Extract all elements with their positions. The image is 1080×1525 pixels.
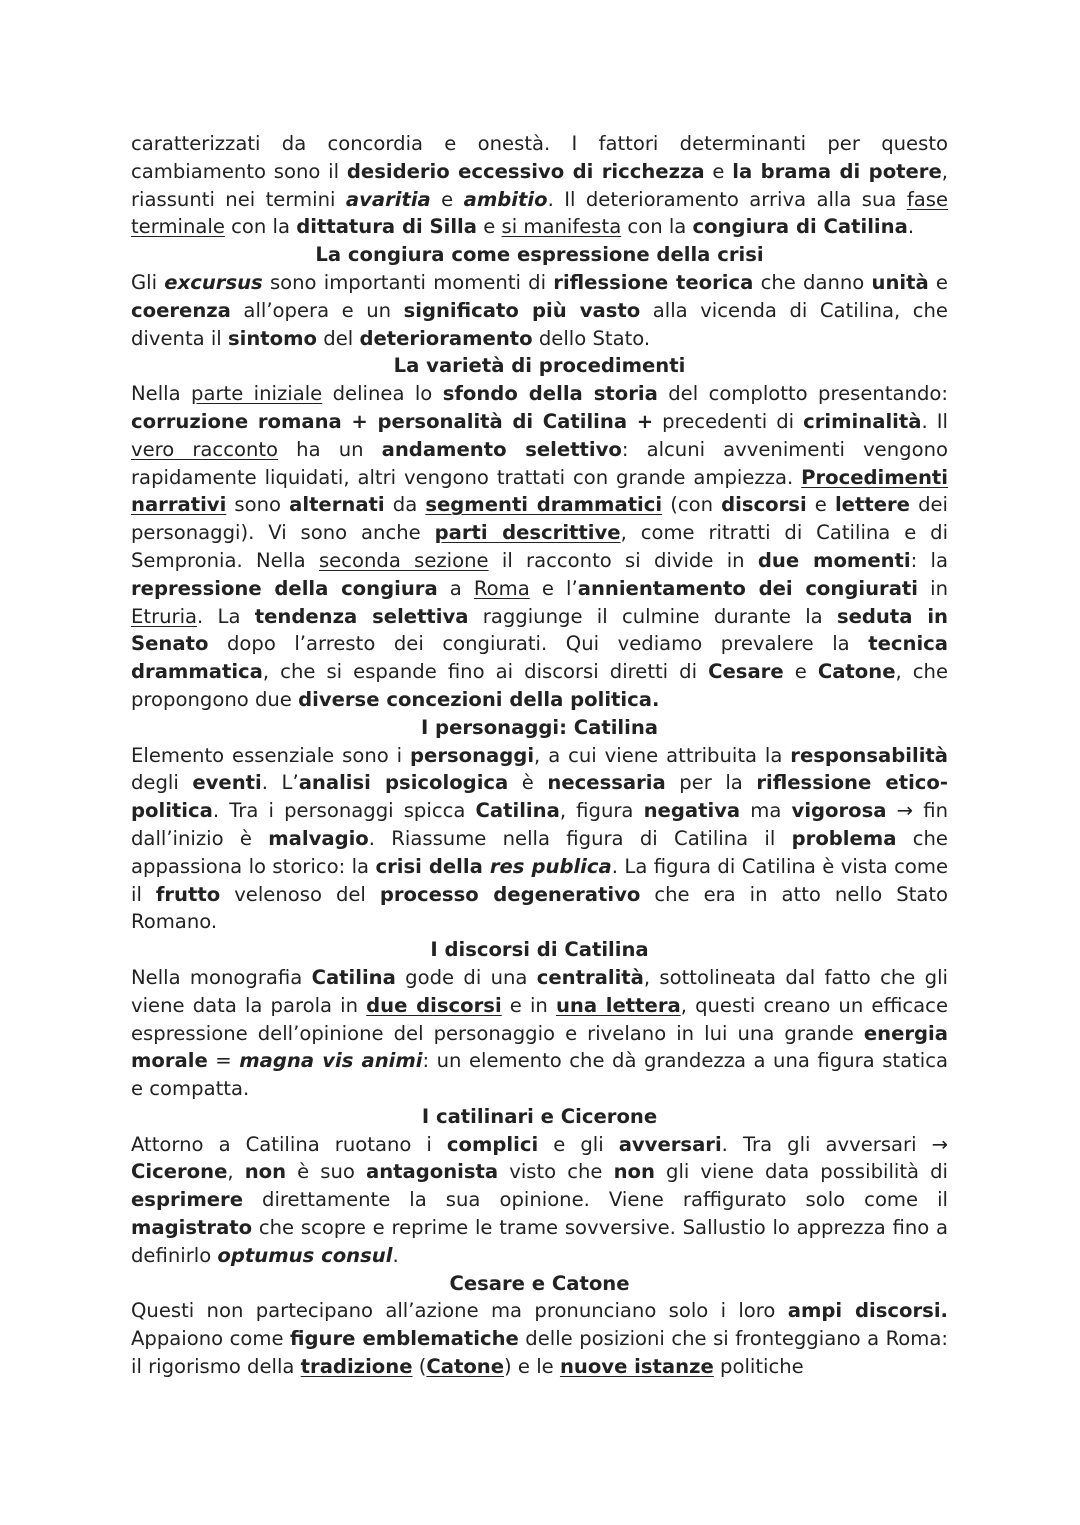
emphasized-text: personaggi: [410, 743, 535, 767]
text-run: alla vicenda di Catilina, che diventa il: [131, 298, 948, 350]
emphasized-text: centralità: [536, 965, 644, 989]
emphasized-text: vero racconto: [131, 437, 279, 461]
emphasized-text: eventi: [192, 771, 262, 795]
emphasized-text: sintomo: [227, 326, 318, 350]
heading-varieta-procedimenti: La varietà di procedimenti: [393, 354, 686, 378]
document-page: [131, 130, 948, 1381]
emphasized-text: parti descrittive: [434, 521, 621, 545]
text-run: che appassiona lo storico: la: [131, 826, 948, 878]
text-run: del: [317, 326, 360, 350]
text-run: che era in atto nello Stato Romano.: [131, 882, 948, 934]
text-run: gli viene data possibilità di: [654, 1160, 948, 1184]
text-run: Gli: [131, 270, 165, 294]
text-run: a: [437, 576, 474, 600]
emphasized-text: Catone: [426, 1355, 505, 1379]
heading-discorsi-catilina: I discorsi di Catilina: [430, 938, 649, 962]
emphasized-text: frutto: [155, 882, 221, 906]
emphasized-text: seduta in Senato: [131, 604, 948, 656]
heading-congiura-crisi: La congiura come espressione della crisi: [315, 243, 764, 267]
emphasized-text: malvagio: [268, 826, 369, 850]
emphasized-text: Etruria: [131, 604, 198, 628]
text-run: visto che: [498, 1160, 614, 1184]
emphasized-text: desiderio eccessivo di ricchezza: [346, 159, 705, 183]
text-run: il racconto si divide in: [488, 548, 758, 572]
text-run: . L’: [261, 771, 299, 795]
emphasized-text: Roma: [473, 576, 530, 600]
text-run: ha un: [278, 437, 382, 461]
emphasized-text: alternati: [289, 493, 385, 517]
text-run: .: [392, 1243, 399, 1267]
heading-personaggi-catilina: I personaggi: Catilina: [420, 715, 659, 739]
text-run: e gli: [538, 1132, 619, 1156]
text-run: , come ritratti di Catilina e di Sempronia. Nella: [131, 521, 949, 572]
text-run: , figura: [559, 799, 644, 823]
text-run: degli: [131, 771, 193, 795]
text-run: : la: [910, 548, 949, 572]
emphasized-text: Cicerone: [131, 1160, 228, 1184]
text-run: , che si espande fino ai discorsi diretti di: [262, 660, 709, 684]
emphasized-text: problema: [791, 826, 897, 850]
emphasized-text: diverse concezioni della politica.: [298, 687, 660, 711]
text-run: caratterizzati da concordia e onestà. I fattori determinanti per questo cambiamento sono il: [131, 132, 948, 183]
emphasized-text: lettere: [834, 493, 910, 517]
emphasized-text: figure emblematiche: [289, 1327, 519, 1351]
text-run: (con: [662, 493, 722, 517]
emphasized-text: tecnica drammatica: [131, 632, 948, 684]
emphasized-text: sfondo della storia: [442, 382, 658, 406]
heading-catilinari-cicerone: I catilinari e Cicerone: [421, 1104, 658, 1128]
emphasized-text: non: [244, 1160, 287, 1184]
text-run: politiche: [713, 1355, 804, 1379]
text-run: e: [430, 187, 464, 211]
emphasized-text: tradizione: [300, 1355, 413, 1379]
text-run: dei personaggi). Vi sono anche: [131, 493, 948, 545]
text-run: (: [412, 1355, 427, 1379]
emphasized-text: non: [613, 1160, 655, 1184]
text-run: e: [704, 159, 733, 183]
text-run: e: [783, 660, 818, 684]
text-run: ma: [740, 799, 792, 823]
text-run: , sottolineata dal fatto che gli viene data la parola in: [131, 965, 948, 1017]
emphasized-text: tendenza selettiva: [254, 604, 469, 628]
text-run: . La figura di Catilina è vista come il: [131, 854, 948, 906]
emphasized-text: riflessione teorica: [553, 270, 754, 294]
emphasized-text: Catilina: [311, 965, 396, 989]
text-run: . La: [197, 604, 255, 628]
text-run: Nella monografia: [131, 965, 312, 989]
emphasized-text: avaritia: [345, 187, 431, 211]
text-run: . Riassume nella figura di Catilina il: [368, 826, 792, 850]
text-run: ) e le: [504, 1355, 560, 1379]
emphasized-text: energia morale: [131, 1021, 948, 1073]
text-run: Attorno a Catilina ruotano i: [131, 1132, 447, 1156]
text-run: dopo l’arresto dei congiurati. Qui vediamo prevalere la: [208, 632, 869, 656]
text-run: che scopre e reprime le trame sovversive. Sallustio lo apprezza fino a definirlo: [131, 1216, 948, 1267]
emphasized-text: ampi discorsi.: [787, 1299, 948, 1323]
paragraph-procedimenti: [131, 380, 948, 714]
text-run: : alcuni avvenimenti vengono rapidamente liquidati, altri vengono trattati con grande ampiezza.: [131, 437, 948, 489]
text-run: : un elemento che dà grandezza a una figura statica e compatta.: [131, 1049, 949, 1101]
text-run: sono: [226, 493, 290, 517]
emphasized-text: congiura di Catilina: [692, 215, 908, 239]
emphasized-text: ambitio: [463, 187, 548, 211]
text-run: con la: [224, 215, 297, 239]
emphasized-text: magistrato: [131, 1216, 253, 1240]
text-run: per la: [665, 771, 757, 795]
text-run: è suo: [286, 1160, 366, 1184]
emphasized-text: res publica: [489, 854, 612, 878]
text-run: delle posizioni che si fronteggiano a Roma: il rigorismo della: [131, 1327, 948, 1379]
emphasized-text: la brama di potere: [732, 159, 942, 183]
emphasized-text: significato più vasto: [403, 298, 641, 322]
emphasized-text: una lettera: [555, 993, 681, 1017]
emphasized-text: segmenti drammatici: [425, 493, 663, 517]
emphasized-text: parte iniziale: [191, 382, 323, 406]
text-run: =: [207, 1049, 240, 1073]
emphasized-text: excursus: [164, 270, 263, 294]
emphasized-text: vigorosa: [791, 799, 887, 823]
text-run: gode di una: [395, 965, 537, 989]
emphasized-text: corruzione romana + personalità di Catilina +: [131, 409, 654, 433]
text-run: Elemento essenziale sono i: [131, 743, 410, 767]
emphasized-text: andamento selettivo: [381, 437, 622, 461]
emphasized-text: riflessione etico-politica: [131, 771, 949, 823]
emphasized-text: repressione della congiura: [131, 576, 438, 600]
emphasized-text: dittatura di Silla: [296, 215, 477, 239]
text-run: da: [384, 493, 426, 517]
emphasized-text: annientamento dei congiurati: [577, 576, 919, 600]
paragraph-cesare-catone: [131, 1297, 948, 1380]
text-run: Appaiono come: [131, 1327, 290, 1351]
emphasized-text: seconda sezione: [318, 548, 489, 572]
text-run: . Il deterioramento arriva alla sua: [547, 187, 907, 211]
text-run: all’opera e un: [230, 298, 404, 322]
emphasized-text: crisi della: [375, 854, 490, 878]
text-run: dello Stato.: [532, 326, 651, 350]
emphasized-text: fase terminale: [131, 187, 948, 239]
text-run: e l’: [529, 576, 578, 600]
text-run: e in: [501, 993, 556, 1017]
text-run: . Il: [921, 409, 948, 433]
emphasized-text: coerenza: [131, 298, 231, 322]
text-run: è: [508, 771, 548, 795]
emphasized-text: Cesare: [708, 660, 784, 684]
text-run: → fin dall’inizio è: [131, 799, 948, 850]
paragraph-deterioration: [131, 130, 948, 241]
heading-cesare-catone: Cesare e Catone: [449, 1271, 630, 1295]
emphasized-text: optumus consul: [217, 1243, 393, 1267]
emphasized-text: criminalità: [803, 409, 922, 433]
emphasized-text: analisi psicologica: [298, 771, 509, 795]
emphasized-text: unità: [871, 270, 929, 294]
emphasized-text: discorsi: [721, 493, 807, 517]
emphasized-text: deterioramento: [359, 326, 533, 350]
text-run: sono importanti momenti di: [262, 270, 554, 294]
text-run: che danno: [753, 270, 872, 294]
text-run: direttamente la sua opinione. Viene raffigurato solo come il: [243, 1188, 948, 1212]
emphasized-text: due discorsi: [366, 993, 502, 1017]
emphasized-text: complici: [446, 1132, 539, 1156]
text-run: e: [806, 493, 835, 517]
text-run: e: [477, 215, 502, 239]
text-run: e: [928, 270, 948, 294]
emphasized-text: responsabilità: [790, 743, 948, 767]
text-run: , riassunti nei termini: [131, 159, 948, 211]
paragraph-discorsi: [131, 964, 948, 1103]
emphasized-text: esprimere: [131, 1188, 244, 1212]
text-run: raggiunge il culmine durante la: [468, 604, 837, 628]
text-run: Nella: [131, 382, 192, 406]
text-run: velenoso del: [220, 882, 380, 906]
text-run: , questi creano un efficace espressione dell’opinione del personaggio e rivelano in lui una grande: [131, 993, 948, 1045]
emphasized-text: due momenti: [757, 548, 911, 572]
emphasized-text: si manifesta: [501, 215, 622, 239]
text-run: del complotto presentando:: [657, 382, 948, 406]
emphasized-text: avversari: [618, 1132, 722, 1156]
paragraph-excursus: [131, 269, 948, 352]
text-run: . Tra i personaggi spicca: [212, 799, 476, 823]
emphasized-text: antagonista: [365, 1160, 499, 1184]
paragraph-cicerone: [131, 1131, 948, 1270]
text-run: in: [918, 576, 948, 600]
emphasized-text: magna vis animi: [239, 1049, 423, 1073]
emphasized-text: Procedimenti narrativi: [131, 465, 948, 517]
text-run: ,: [227, 1160, 245, 1184]
text-run: , che propongono due: [131, 660, 949, 711]
emphasized-text: nuove istanze: [559, 1355, 714, 1379]
text-run: .: [907, 215, 915, 239]
text-run: precedenti di: [653, 409, 804, 433]
emphasized-text: Catone: [817, 660, 896, 684]
emphasized-text: Catilina: [475, 799, 560, 823]
text-run: , a cui viene attribuita la: [534, 743, 791, 767]
text-run: Questi non partecipano all’azione ma pronunciano solo i loro: [131, 1299, 788, 1323]
emphasized-text: processo degenerativo: [379, 882, 641, 906]
text-run: delinea lo: [322, 382, 443, 406]
text-run: . Tra gli avversari →: [721, 1132, 948, 1156]
emphasized-text: negativa: [643, 799, 741, 823]
text-run: con la: [621, 215, 693, 239]
emphasized-text: necessaria: [547, 771, 666, 795]
paragraph-personaggi: [131, 742, 948, 937]
